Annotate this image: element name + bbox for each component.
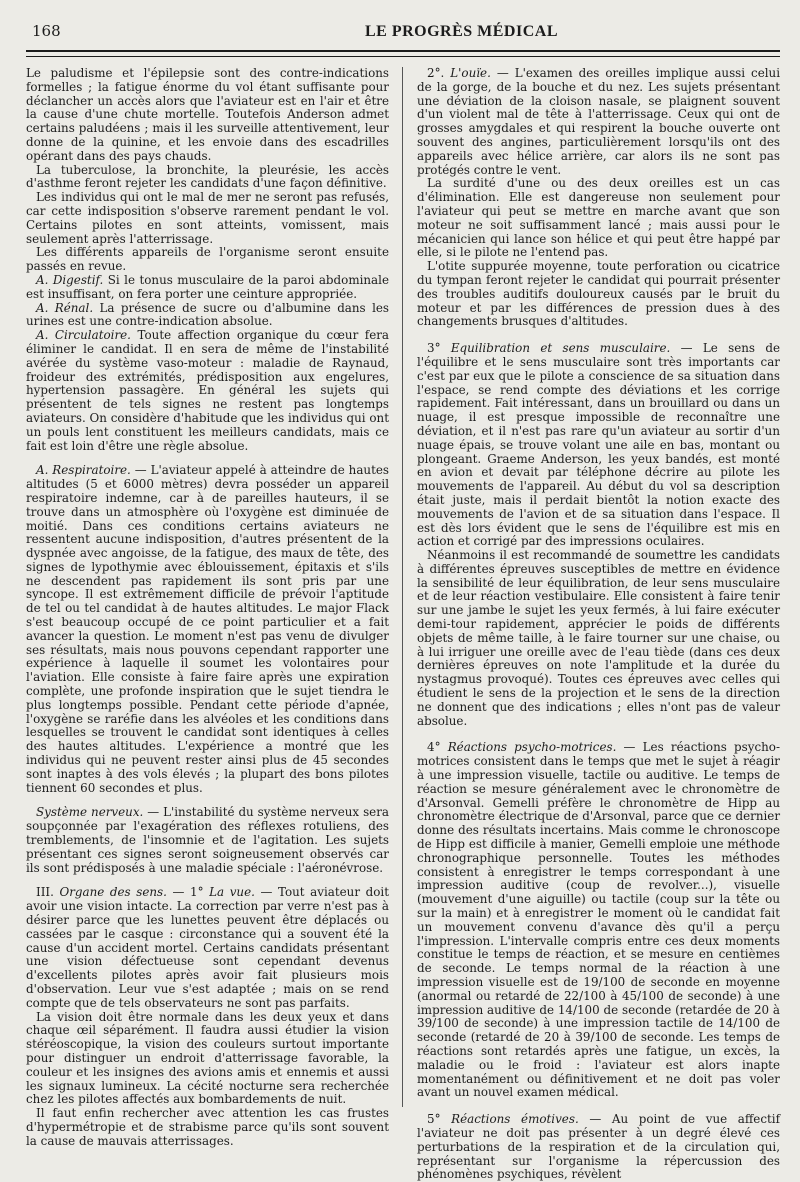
page-number: 168 xyxy=(32,22,61,40)
section-text: La présence de sucre ou d'albumine dans les urines est une contre-indication absolue. xyxy=(26,300,390,329)
section-number: 5° xyxy=(427,1112,452,1127)
running-title: LE PROGRÈS MÉDICAL xyxy=(364,23,558,40)
section-text: Toute affection organique du cœur fera éliminer le candidat. Il en sera de même de l'instabilité avérée du système vaso-moteur : maladie de Raynaud, froideur des extrémités, prédisposition aux engelures, hypertension passagère. En général les sujets qui présentent de tels signes ne restent pas longtemps aviateurs. On considère d'habitude que les individus qui ont un pouls lent constituent les meilleurs candidats, mais ce fait est loin d'être une règle absolue. xyxy=(26,328,390,453)
section-text: — Tout aviateur doit avoir une vision intacte. La correction par verre n'est pas à désirer parce que les lunettes peuvent être déplacés ou cassées par le casque : circonstance qui a souvent été la cause d'un accident mortel. Certains candidats présentant une vision défectueuse sont cependant devenus d'excellents pilotes après avoir fait plusieurs mois d'observation. Leur vue s'est adaptée ; mais on se rend compte que de tels observateurs ne sont pas parfaits. xyxy=(26,885,389,1010)
paragraph: Les différents appareils de l'organisme seront ensuite passés en revue. xyxy=(26,245,389,274)
paragraph: Il faut enfin rechercher avec attention les cas frustes d'hypermétropie et de strabisme parce qu'ils sont souvent la cause de mauvais atterrissages. xyxy=(26,1106,389,1148)
section-text: — Au point de vue affectif l'aviateur ne doit pas présenter à un degré élevé ces perturbations de la respiration et de la circulation qui, représentant sur l'organisme la répercussion des phénomènes psychiques, révèlent xyxy=(417,1112,780,1182)
section-prefix: III. xyxy=(36,885,60,900)
section-number: 3° xyxy=(427,341,451,356)
paragraph-systeme-nerveux xyxy=(26,806,389,875)
paragraph: L'otite suppurée moyenne, toute perforation ou cicatrice du tympan feront rejeter le candidat qui pourrait présenter des troubles auditifs douloureux causés par le bruit du moteur et par les différences de pression dues à des changements brusques d'altitudes. xyxy=(417,259,780,329)
body-columns xyxy=(26,66,780,1182)
section-label: Equilibration et sens musculaire. xyxy=(450,341,671,356)
paragraph: Néanmoins il est recommandé de soumettre les candidats à différentes épreuves susceptibles de mettre en évidence la sensibilité de leur équilibration, de leur sens musculaire et de leur réaction vestibulaire. Elle consistent à faire tenir sur une jambe le sujet les yeux fermés, à lui faire exécuter demi-tour rapidement, apprécier le poids de différents objets de même taille, à le faire tourner sur une chaise, ou à lui irriguer une oreille avec de l'eau tiède (dans ces deux dernières épreuves on note l'amplitude et la durée du nystagmus provoqué). Toutes ces épreuves avec celles qui étudient le sens de la projection et le sens de la direction ne donnent que des indications ; elles n'ont pas de valeur absolue. xyxy=(417,548,780,728)
section-text: — L'instabilité du système nerveux sera soupçonnée par l'exagération des réflexes rotuliens, des tremblements, de l'insomnie et de l'agitation. Les sujets présentant ces signes seront soigneusement observés car ils sont prédisposés à une maladie spéciale : l'aéronévrose. xyxy=(26,805,389,875)
running-header xyxy=(26,22,780,44)
paragraph: Le paludisme et l'épilepsie sont des contre-indications formelles ; la fatigue énorme du vol étant suffisante pour déclancher un accès alors que l'aviateur est en l'air et être la cause d'une chute mortelle. Toutefois Anderson admet certains paludéens ; mais il les surveille attentivement, leur donne de la quinine, et les envoie dans des escadrilles opérant dans des pays chauds. xyxy=(26,66,389,163)
paragraph: La surdité d'une ou des deux oreilles est un cas d'élimination. Elle est dangereuse non seulement pour l'aviateur qui peut se mettre en marche avant que son moteur ne soit suffisamment lancé ; mais aussi pour le mécanicien qui lance son hélice et qui peut être happé par elle, si le pilote ne l'entend pas. xyxy=(417,176,780,260)
header-rule xyxy=(26,50,780,57)
subsection-label: La vue. xyxy=(209,885,255,900)
paragraph-renal xyxy=(26,302,389,330)
left-column xyxy=(26,66,390,1148)
section-number: 4° xyxy=(427,740,448,755)
section-mid: — 1° xyxy=(166,885,210,900)
section-text: Si le tonus musculaire de la paroi abdominale est insuffisant, on fera porter une ceinture appropriée. xyxy=(26,272,389,301)
section-text: — Les réactions psycho-motrices consistent dans le temps que met le sujet à réagir à une impression visuelle, tactile ou auditive. Le temps de réaction se mesure généralement avec le chronomètre de d'Arsonval. Gemelli préfère le chronomètre de Hipp au chronomètre électrique de d'Arsonval, parce que ce dernier donne des résultats incertains. Mais comme le chronoscope de Hipp est difficile à manier, Gemelli emploie une méthode chronographique personnelle. Toutes les méthodes consistent à enregistrer le temps correspondant à une impression auditive (coup de revolver...), visuelle (mouvement d'une aiguille) ou tactile (coup sur la tête ou sur la main) et à enregistrer le moment où le candidat fait un mouvement convenu d'avance dès qu'il a perçu l'impression. L'intervalle compris entre ces deux moments constitue le temps de réaction, et se mesure en centièmes de seconde. Le temps normal de la réaction à une impression visuelle est de 19/100 de seconde en moyenne (anormal ou retardé de 22/100 à 45/100 de seconde) à une impression auditive de 14/100 de seconde (retardée de 20 à 39/100 de seconde) à une impression tactile de 14/100 de seconde (retardé de 20 à 39/100 de seconde. Les temps de réactions sont retardés après une fatigue, un excès, la maladie ou le froid : l'aviateur est alors inapte momentanément ou définitivement et ne doit pas voler avant un nouvel examen médical. xyxy=(417,740,780,1100)
section-label: L'ouïe. xyxy=(450,66,491,80)
paragraph-digestif xyxy=(26,274,389,302)
section-label: A. Circulatoire. xyxy=(36,328,131,343)
section-text: — L'examen des oreilles implique aussi celui de la gorge, de la bouche et du nez. Les sujets présentant une déviation de la cloison nasale, se plaignent souvent d'un violent mal de tête à l'atterrissage. Ceux qui ont de grosses amygdales et qui respirent la bouche ouverte ont souvent des angines, particulièrement lorsqu'ils ont des appareils avec hélice arrière, car alors ils ne sont pas protégés contre le vent. xyxy=(417,66,780,177)
section-text: — L'aviateur appelé à atteindre de hautes altitudes (5 et 6000 mètres) devra posséder un appareil respiratoire indemne, car à de pareilles hauteurs, il se trouve dans un atmosphère où l'oxygène est diminuée de moitié. Dans ces conditions certains aviateurs ne ressentent aucune indisposition, d'autres présentent de la dyspnée avec angoisse, de la fatigue, des maux de tête, des signes de lypothymie avec éblouissement, épitaxis et s'ils ne descendent pas rapidement ils sont pris par une syncope. Il est extrêmement difficile de prévoir l'aptitude de tel ou tel candidat à de hautes altitudes. Le major Flack s'est beaucoup occupé de ce point particulier et a fait avancer la question. Le moment n'est pas venu de divulger ses résultats, mais nous pouvons cependant rapporter une expérience à laquelle il soumet les volontaires pour l'aviation. Elle consiste à faire faire après une expiration complète, une profonde inspiration que le sujet tiendra le plus longtemps possible. Pendant cette période d'apnée, l'oxygène se raréfie dans les alvéoles et les conditions dans lesquelles se trouvent le candidat sont identiques à celles des hautes altitudes. L'expérience a montré que les individus qui ne peuvent rester ainsi plus de 45 secondes sont inaptes à des vols élevés ; la plupart des bons pilotes tiennent 60 secondes et plus. xyxy=(26,463,389,795)
section-number: 2°. xyxy=(427,66,451,80)
section-label: Organe des sens. xyxy=(59,885,167,900)
paragraph-respiratoire xyxy=(26,464,389,795)
paragraph-psycho-motrices xyxy=(417,741,780,1100)
paragraph-equilibration xyxy=(417,342,780,549)
section-label: Réactions émotives. xyxy=(451,1112,579,1127)
section-text: — Le sens de l'équilibre et le sens musculaire sont très importants car c'est par eux que le pilote a conscience de sa situation dans l'espace, se rend compte des déviations et les corrige rapidement. Fait intéressant, dans un brouillard ou dans un nuage, il est presque impossible de reconnaître une déviation, et il n'est pas rare qu'un aviateur au sortir d'un nuage épais, se trouve volant une aile en bas, montant ou plongeant. Graeme Anderson, les yeux bandés, est monté en avion et devait par téléphone décrire au pilote les mouvements de l'appareil. Au début du vol sa description était juste, mais il perdait bientôt la notion exacte des mouvements de l'avion et de sa situation dans l'espace. Il est dès lors évident que le sens de l'équilibre est mis en action et corrigé par des impressions oculaires. xyxy=(417,341,780,549)
paragraph-organe-des-sens xyxy=(26,886,389,1010)
paragraph-circulatoire xyxy=(26,329,389,453)
column-divider xyxy=(402,67,403,1107)
paragraph: La vision doit être normale dans les deux yeux et dans chaque œil séparément. Il faudra aussi étudier la vision stéréoscopique, la vision des couleurs surtout importante pour distinguer un endroit d'atterrissage favorable, la couleur et les insignes des avions amis et ennemis et aussi les signaux lumineux. La cécité nocturne sera recherchée chez les pilotes affectés aux bombardements de nuit. xyxy=(26,1009,389,1107)
section-label: A. Respiratoire. xyxy=(36,463,131,478)
paragraph-ouie xyxy=(417,67,780,177)
section-label: Réactions psycho-motrices. xyxy=(447,740,617,755)
paragraph-emotives xyxy=(417,1113,780,1182)
paragraph: La tuberculose, la bronchite, la pleurésie, les accès d'asthme feront rejeter les candidats d'une façon définitive. xyxy=(26,162,389,191)
paragraph: Les individus qui ont le mal de mer ne seront pas refusés, car cette indisposition s'observe rarement pendant le vol. Certains pilotes en sont atteints, vomissent, mais seulement après l'atterrissage. xyxy=(26,190,389,246)
section-label: A. Rénal. xyxy=(36,300,94,315)
section-label: A. Digestif. xyxy=(36,272,104,287)
section-label: Système nerveux. xyxy=(36,805,144,820)
right-column xyxy=(417,66,780,1182)
